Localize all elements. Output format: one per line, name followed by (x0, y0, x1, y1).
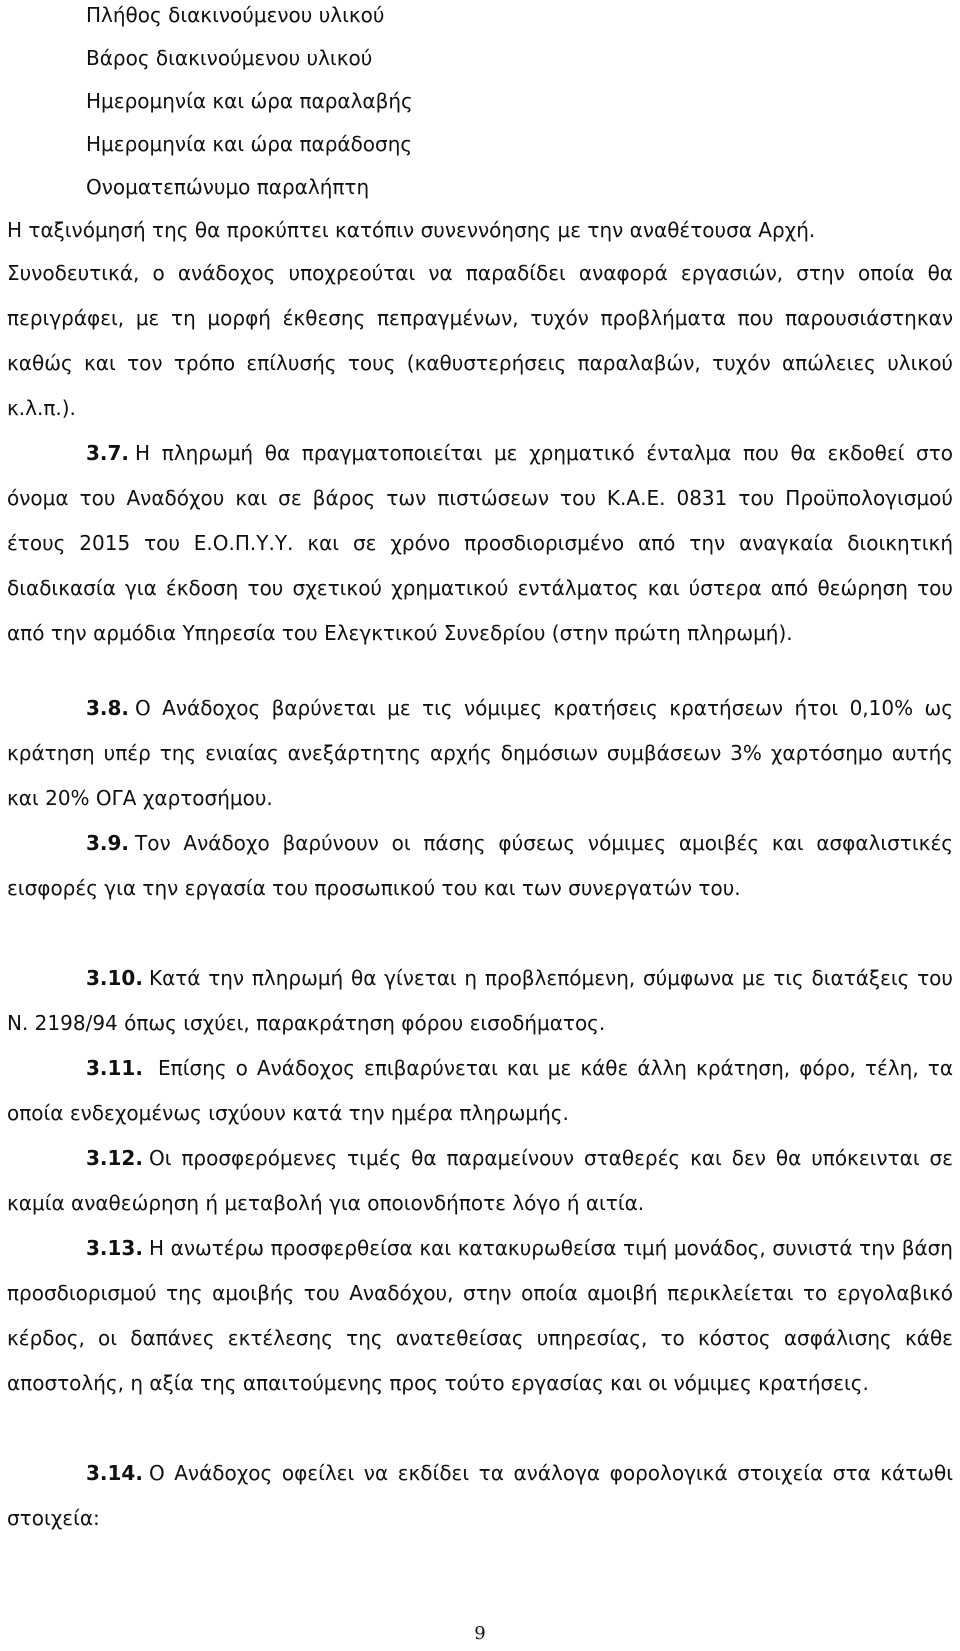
clause-3-13 (7, 1226, 953, 1406)
clause-3-7 (7, 431, 953, 656)
clause-text: Οι προσφερόμενες τιμές θα παραμείνουν σταθερές και δεν θα υπόκεινται σε καμία αναθεώρηση ή μεταβολή για οποιονδήποτε λόγο ή αιτία. (7, 1146, 953, 1215)
list-item: Ημερομηνία και ώρα παραλαβής (86, 89, 413, 113)
clause-text: Ο Ανάδοχος βαρύνεται με τις νόμιμες κρατήσεις κρατήσεων ήτοι 0,10% ως κράτηση υπέρ της ενιαίας ανεξάρτητης αρχής δημόσιων συμβάσεων 3% χαρτόσημο αυτής και 20% ΟΓΑ χαρτοσήμου. (7, 696, 953, 810)
clause-3-10 (7, 956, 953, 1046)
clause-number: 3.14. (86, 1461, 143, 1485)
clause-text: Επίσης ο Ανάδοχος επιβαρύνεται και με κάθε άλλη κράτηση, φόρο, τέλη, τα οποία ενδεχομένως ισχύουν κατά την ημέρα πληρωμής. (7, 1056, 953, 1125)
clause-3-12 (7, 1136, 953, 1226)
list-item: Ημερομηνία και ώρα παράδοσης (86, 132, 413, 156)
clause-3-9 (7, 821, 953, 911)
clause-number: 3.7. (86, 441, 130, 465)
list-item: Ονοματεπώνυμο παραλήπτη (86, 175, 370, 199)
clause-text: Η ανωτέρω προσφερθείσα και κατακυρωθείσα τιμή μονάδος, συνιστά την βάση προσδιορισμού της αμοιβής του Αναδόχου, στην οποία αμοιβή περικλείεται το εργολαβικό κέρδος, οι δαπάνες εκτέλεσης της ανατεθείσας υπηρεσίας, το κόστος ασφάλισης κάθε αποστολής, η αξία της απαιτούμενης προς τούτο εργασίας και οι νόμιμες κρατήσεις. (7, 1236, 953, 1395)
clause-3-11 (7, 1046, 953, 1136)
clause-number: 3.10. (86, 966, 143, 990)
list-item: Βάρος διακινούμενου υλικού (86, 46, 373, 70)
clause-text: Ο Ανάδοχος οφείλει να εκδίδει τα ανάλογα φορολογικά στοιχεία στα κάτωθι στοιχεία: (7, 1461, 953, 1530)
clause-number: 3.9. (86, 831, 130, 855)
list-item: Πλήθος διακινούμενου υλικού (86, 3, 385, 27)
clause-number: 3.13. (86, 1236, 143, 1260)
report-paragraph: Συνοδευτικά, ο ανάδοχος υποχρεούται να παραδίδει αναφορά εργασιών, στην οποία θα περιγράφει, με τη μορφή έκθεσης πεπραγμένων, τυχόν προβλήματα που παρουσιάστηκαν καθώς και τον τρόπο επίλυσής τους (καθυστερήσεις παραλαβών, τυχόν απώλειες υλικού κ.λ.π.). (7, 261, 953, 420)
clause-text: Τον Ανάδοχο βαρύνουν οι πάσης φύσεως νόμιμες αμοιβές και ασφαλιστικές εισφορές για την εργασία του προσωπικού του και των συνεργατών του. (7, 831, 953, 900)
clause-number: 3.12. (86, 1146, 143, 1170)
page-number: 9 (474, 1623, 486, 1644)
clause-3-14 (7, 1451, 953, 1541)
clause-text: Κατά την πληρωμή θα γίνεται η προβλεπόμενη, σύμφωνα με τις διατάξεις του Ν. 2198/94 όπως ισχύει, παρακράτηση φόρου εισοδήματος. (7, 966, 953, 1035)
clause-3-8 (7, 686, 953, 821)
clause-number: 3.11. (86, 1056, 143, 1080)
classification-line: Η ταξινόμησή της θα προκύπτει κατόπιν συνεννόησης με την αναθέτουσα Αρχή. (7, 218, 816, 242)
clause-text: Η πληρωμή θα πραγματοποιείται με χρηματικό ένταλμα που θα εκδοθεί στο όνομα του Αναδόχου και σε βάρος των πιστώσεων του Κ.Α.Ε. 0831 του Προϋπολογισμού έτους 2015 του Ε.Ο.Π.Υ.Υ. και σε χρόνο προσδιορισμένο από την αναγκαία διοικητική διαδικασία για έκδοση του σχετικού χρηματικού εντάλματος και ύστερα από θεώρηση του από την αρμόδια Υπηρεσία του Ελεγκτικού Συνεδρίου (στην πρώτη πληρωμή). (7, 441, 953, 645)
clause-number: 3.8. (86, 696, 130, 720)
